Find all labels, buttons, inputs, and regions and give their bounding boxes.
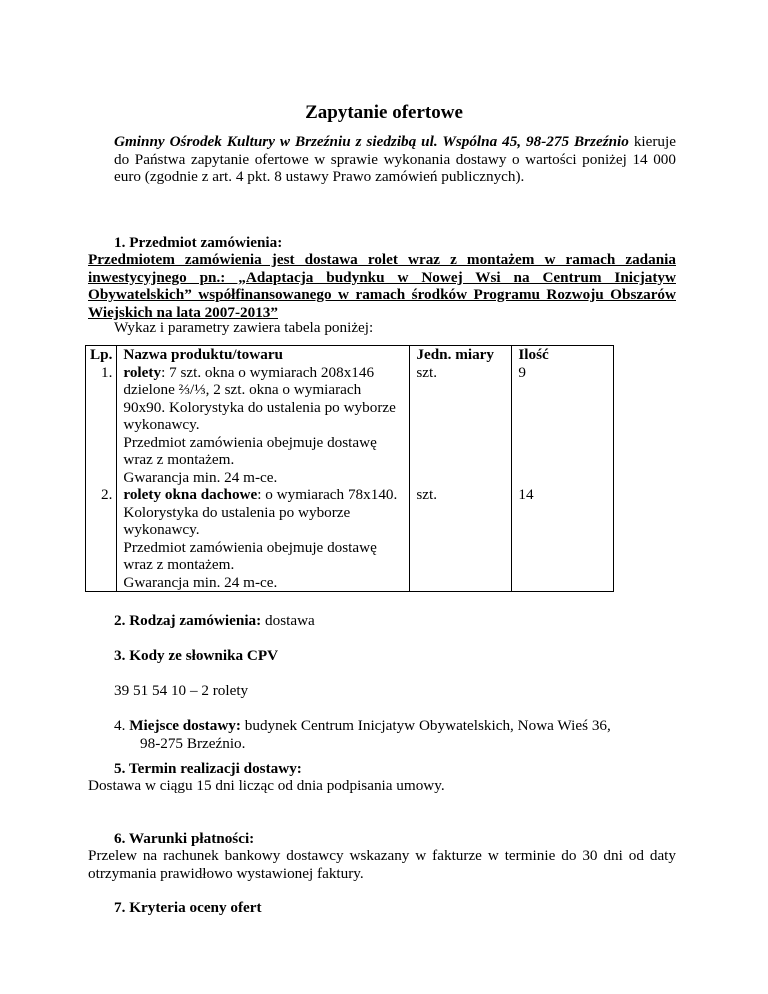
section-6-body: Przelew na rachunek bankowy dostawcy wskazany w fakturze w terminie do 30 dni od daty otrzymania prawidłowo wystawionej faktury. xyxy=(88,847,676,882)
intro-text: kieruje do Państwa zapytanie ofertowe w sprawie wykonania dostawy o wartości poniżej 14 000 euro (zgodnie z art. 4 pkt. 8 ustawy Prawo zamówień publicznych). xyxy=(114,133,676,185)
section-5-heading: 5. Termin realizacji dostawy: xyxy=(114,760,302,777)
cell-lp: 1. xyxy=(100,363,113,381)
intro-paragraph xyxy=(114,133,676,186)
table-row xyxy=(86,346,614,487)
header-lp: Lp. xyxy=(90,346,113,363)
product-scope: Przedmiot zamówienia obejmuje dostawę wraz z montażem. xyxy=(123,538,377,573)
section-4-line2: 98-275 Brzeźnio. xyxy=(140,734,246,752)
section-1-heading: 1. Przedmiot zamówienia: xyxy=(114,234,283,251)
product-desc: : o wymiarach 78x140. Kolorystyka do ustalenia po wyborze wykonawcy. xyxy=(123,486,398,538)
section-2-value: dostawa xyxy=(261,612,315,629)
cell-qty: 14 xyxy=(518,486,534,503)
section-2 xyxy=(114,612,315,630)
product-warranty: Gwarancja min. 24 m-ce. xyxy=(123,468,278,486)
table-intro: Wykaz i parametry zawiera tabela poniżej: xyxy=(114,319,374,336)
table-row xyxy=(86,486,614,592)
section-4 xyxy=(114,717,676,752)
header-name: Nazwa produktu/towaru xyxy=(123,346,284,363)
cell-name xyxy=(123,486,403,539)
cell-qty: 9 xyxy=(518,363,526,381)
cell-name xyxy=(123,364,403,434)
section-4-number: 4. xyxy=(114,717,130,734)
section-3-value: 39 51 54 10 – 2 rolety xyxy=(114,682,249,699)
cell-unit: szt. xyxy=(416,486,438,503)
header-unit: Jedn. miary xyxy=(416,346,494,363)
section-1-body: Przedmiotem zamówienia jest dostawa rolet wraz z montażem w ramach zadania inwestycyjnego pn.: „Adaptacja budynku w Nowej Wsi na Centrum Inicjatyw Obywatelskich” współfinansowanego w ramach środków Programu Rozwoju Obszarów Wiejskich na lata 2007-2013” xyxy=(88,251,676,321)
product-desc: : 7 szt. okna o wymiarach 208x146 dzielone ⅔/⅓, 2 szt. okna o wymiarach 90x90. Kolorystyka do ustalenia po wyborze wykonawcy. xyxy=(123,363,396,433)
section-7-heading: 7. Kryteria oceny ofert xyxy=(114,899,262,916)
section-2-heading: 2. Rodzaj zamówienia: xyxy=(114,612,262,629)
section-4-text: budynek Centrum Inicjatyw Obywatelskich, Nowa Wieś 36, xyxy=(240,717,611,734)
product-warranty: Gwarancja min. 24 m-ce. xyxy=(123,573,278,591)
document-title: Zapytanie ofertowe xyxy=(305,102,463,123)
header-qty: Ilość xyxy=(518,346,549,363)
product-name: rolety okna dachowe xyxy=(123,486,258,503)
section-5-body: Dostawa w ciągu 15 dni licząc od dnia podpisania umowy. xyxy=(88,777,445,794)
organization-name: Gminny Ośrodek Kultury w Brzeźniu z siedzibą ul. Wspólna 45, 98-275 Brzeźnio xyxy=(114,133,629,150)
section-6-heading: 6. Warunki płatności: xyxy=(114,830,255,847)
product-name: rolety xyxy=(123,363,162,381)
cell-unit: szt. xyxy=(416,363,438,381)
section-3-heading: 3. Kody ze słownika CPV xyxy=(114,647,279,664)
cell-lp: 2. xyxy=(100,486,113,503)
product-scope: Przedmiot zamówienia obejmuje dostawę wraz z montażem. xyxy=(123,433,377,468)
items-table xyxy=(85,345,614,592)
section-4-label: Miejsce dostawy: xyxy=(129,717,241,734)
